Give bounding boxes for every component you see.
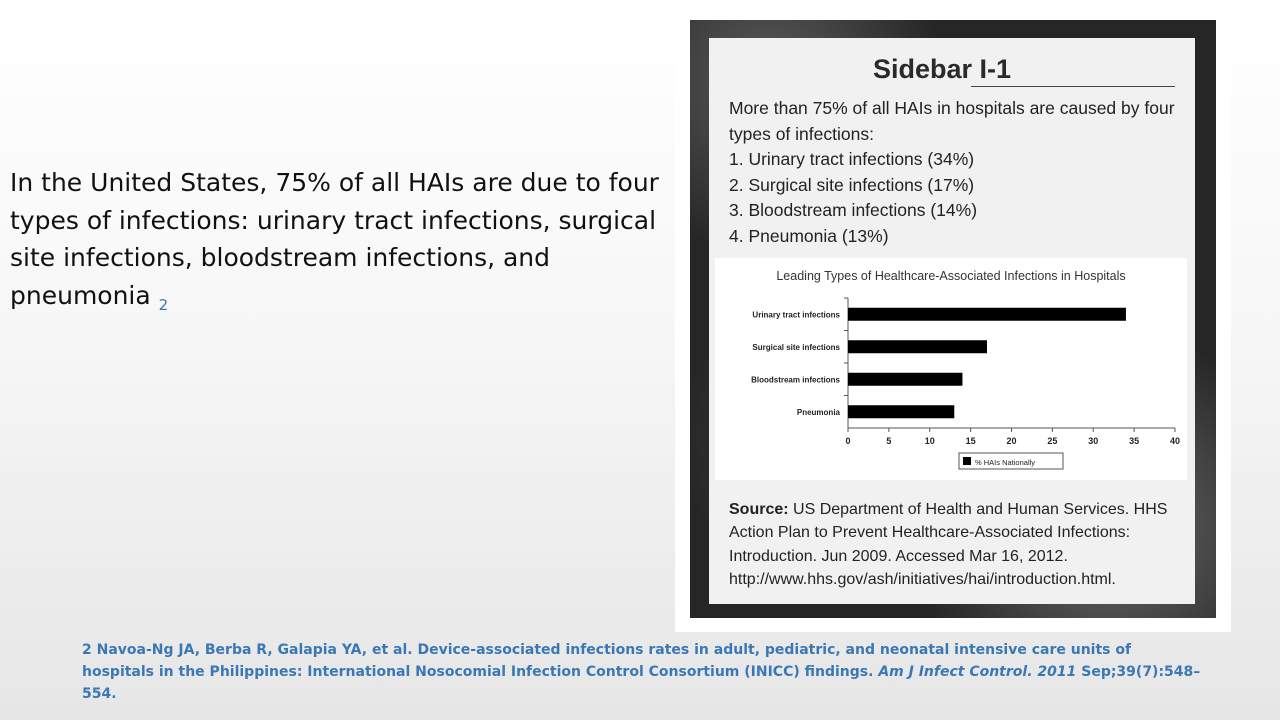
sidebar-image bbox=[675, 8, 1231, 632]
footnote-journal: Am J Infect Control. 2011 bbox=[878, 664, 1077, 680]
source-label: Source: bbox=[729, 501, 789, 518]
x-tick-label: 30 bbox=[1088, 436, 1099, 446]
reference-marker: 2 bbox=[158, 295, 169, 314]
x-tick-label: 40 bbox=[1169, 436, 1181, 446]
footnote-prefix: 2 Navoa-Ng JA, Berba R, Galapia YA, et al. Device-associated infections rates in adult, pediatric, and neonatal intensive care units of hospitals in the Philippines: International Nosocomial Infection Control Consortium (INICC) findings. bbox=[82, 642, 1132, 680]
x-tick-label: 35 bbox=[1129, 436, 1140, 446]
legend-swatch bbox=[963, 457, 971, 465]
bar bbox=[848, 340, 987, 353]
sidebar-panel bbox=[709, 38, 1195, 604]
category-label: Urinary tract infections bbox=[752, 310, 840, 320]
sidebar-infection-list bbox=[729, 147, 977, 249]
bar bbox=[848, 405, 954, 418]
source-text: US Department of Health and Human Services. HHS Action Plan to Prevent Healthcare-Associated Infections: Introduction. Jun 2009. Accessed Mar 16, 2012. http://www.hhs.gov/ash/initiatives/hai/introduction.html. bbox=[729, 501, 1168, 589]
list-item: 4. Pneumonia (13%) bbox=[729, 225, 889, 246]
x-tick-label: 10 bbox=[924, 436, 935, 446]
x-tick-label: 15 bbox=[965, 436, 976, 446]
chart-container bbox=[715, 258, 1187, 480]
hai-bar-chart bbox=[715, 258, 1187, 480]
main-statement bbox=[10, 164, 660, 324]
footnote-suffix: Sep;39(7):548–554. bbox=[82, 664, 1201, 702]
bar bbox=[848, 308, 1126, 321]
sidebar-title: Sidebar I-1 bbox=[873, 54, 1012, 84]
category-label: Pneumonia bbox=[796, 407, 840, 417]
list-item: 2. Surgical site infections (17%) bbox=[729, 174, 975, 195]
x-tick-label: 25 bbox=[1047, 436, 1058, 446]
category-label: Bloodstream infections bbox=[751, 375, 840, 385]
list-item: 3. Bloodstream infections (14%) bbox=[729, 200, 978, 220]
sidebar-intro: More than 75% of all HAIs in hospitals are caused by four types of infections: bbox=[729, 98, 1175, 144]
chart-title: Leading Types of Healthcare-Associated Infections in Hospitals bbox=[776, 269, 1126, 283]
sidebar-source bbox=[729, 498, 1184, 592]
sidebar-title-rule bbox=[971, 86, 1175, 87]
x-tick-label: 5 bbox=[886, 436, 892, 446]
category-label: Surgical site infections bbox=[752, 342, 840, 352]
legend-label: % HAIs Nationally bbox=[975, 458, 1036, 467]
x-tick-label: 0 bbox=[845, 436, 851, 446]
footnote bbox=[82, 639, 1202, 705]
bar bbox=[848, 373, 962, 386]
main-statement-text: In the United States, 75% of all HAIs are due to four types of infections: urinary tract infections, surgical site infections, bloodstream infections, and pneumonia bbox=[10, 168, 659, 310]
list-item: 1. Urinary tract infections (34%) bbox=[729, 149, 975, 169]
x-tick-label: 20 bbox=[1006, 436, 1017, 446]
